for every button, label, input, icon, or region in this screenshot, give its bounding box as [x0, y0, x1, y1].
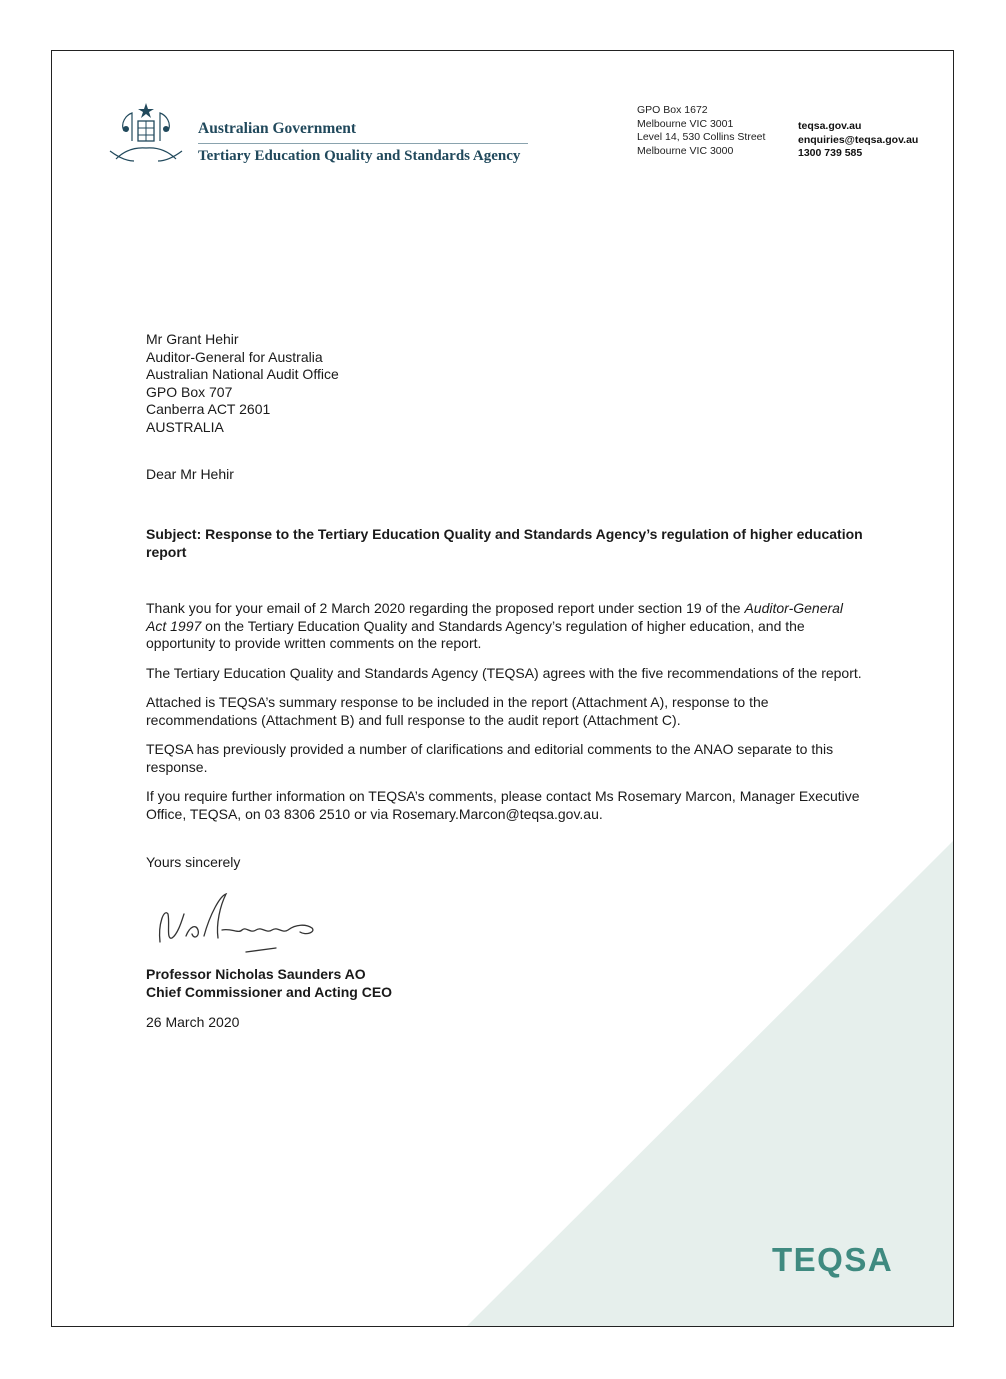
letter-date: 26 March 2020 [146, 1014, 240, 1030]
teqsa-logo: TEQSA [772, 1241, 894, 1278]
signatory-block [146, 966, 392, 1001]
recipient-address [146, 331, 339, 437]
signatory-name: Professor Nicholas Saunders AO [146, 966, 366, 982]
body-paragraph: TEQSA has previously provided a number of clarifications and editorial comments to the ANAO separate to this response. [146, 741, 834, 775]
government-name: Australian Government [198, 120, 357, 137]
website-link[interactable]: teqsa.gov.au [798, 120, 862, 132]
agency-name: Tertiary Education Quality and Standards Agency [198, 148, 521, 164]
letter-page [51, 50, 954, 1327]
recipient-line: GPO Box 707 [146, 383, 233, 400]
body-paragraph: Attached is TEQSA’s summary response to be included in the report (Attachment A), response to the recommendations (Attachment B) and full response to the audit report (Attachment C). [146, 694, 769, 728]
handwritten-signature [146, 884, 346, 964]
salutation: Dear Mr Hehir [146, 466, 234, 482]
signatory-title: Chief Commissioner and Acting CEO [146, 983, 393, 1000]
contact-details [798, 120, 918, 161]
postal-address [637, 104, 765, 158]
organisation-block [198, 120, 528, 165]
address-line: Level 14, 530 Collins Street [637, 131, 766, 143]
body-paragraph: Thank you for your email of 2 March 2020 regarding the proposed report under section 19 of the Auditor-General Act 1997 on the Tertiary Education Quality and Standards Agency’s regulation of higher education, and the opportunity to provide written comments on the report. [146, 600, 844, 651]
closing: Yours sincerely [146, 854, 241, 870]
letter-body [146, 600, 866, 835]
body-paragraph: The Tertiary Education Quality and Standards Agency (TEQSA) agrees with the five recommendations of the report. [146, 664, 862, 681]
subject-line: Subject: Response to the Tertiary Education Quality and Standards Agency’s regulation of higher education report [146, 526, 863, 560]
recipient-line: AUSTRALIA [146, 418, 224, 435]
address-line: GPO Box 1672 [637, 104, 708, 116]
address-line: Melbourne VIC 3001 [637, 117, 734, 130]
address-line: Melbourne VIC 3000 [637, 144, 734, 157]
act-title: Auditor-General Act 1997 [146, 600, 844, 634]
letterhead-divider [198, 143, 528, 144]
body-paragraph: If you require further information on TEQSA’s comments, please contact Ms Rosemary Marcon, Manager Executive Office, TEQSA, on 03 8306 2510 or via Rosemary.Marcon@teqsa.gov.au. [146, 788, 860, 822]
coat-of-arms-icon [104, 101, 188, 169]
phone-number: 1300 739 585 [798, 147, 863, 159]
recipient-line: Mr Grant Hehir [146, 331, 239, 347]
recipient-line: Australian National Audit Office [146, 366, 339, 383]
email-link[interactable]: enquiries@teqsa.gov.au [798, 133, 919, 146]
recipient-line: Canberra ACT 2601 [146, 401, 271, 418]
recipient-line: Auditor-General for Australia [146, 348, 323, 365]
